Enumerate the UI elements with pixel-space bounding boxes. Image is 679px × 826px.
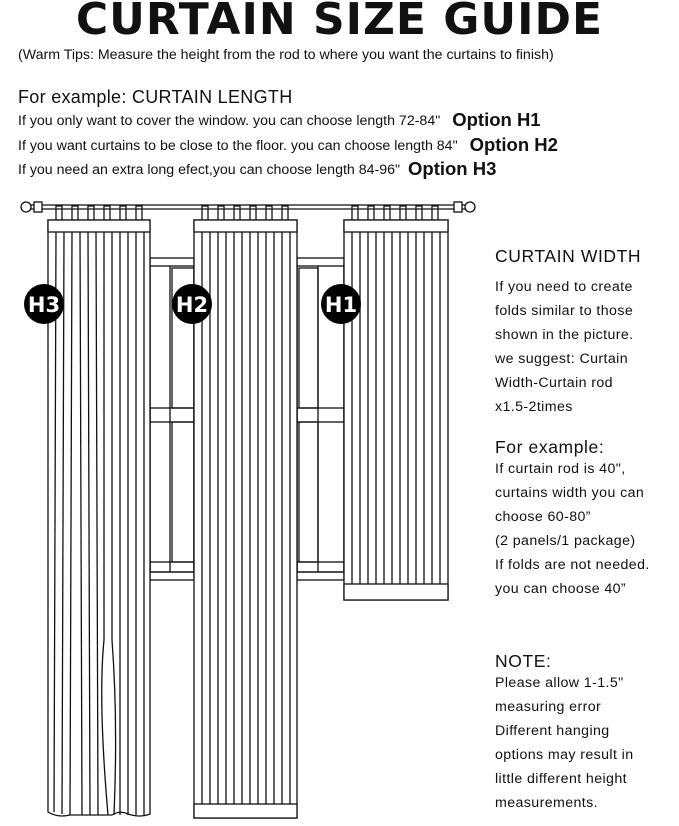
width-line: shown in the picture. — [495, 327, 634, 343]
badge-h2 — [172, 284, 212, 324]
option-h1-text: If you only want to cover the window. you can choose length 72-84" — [18, 113, 441, 129]
width-example-description — [495, 457, 650, 601]
note-description — [495, 671, 634, 815]
width-example-line: If folds are not needed. — [495, 557, 650, 573]
width-heading: CURTAIN WIDTH — [495, 246, 642, 266]
width-line: x1.5-2times — [495, 399, 573, 415]
width-example-line: curtains width you can — [495, 485, 645, 501]
width-example-line: If curtain rod is 40", — [495, 461, 626, 477]
note-line: options may result in — [495, 747, 634, 763]
width-line: folds similar to those — [495, 303, 634, 319]
warm-tip: (Warm Tips: Measure the height from the rod to where you want the curtains to finish) — [18, 47, 554, 63]
width-description — [495, 275, 634, 419]
option-h3-label: Option H3 — [408, 158, 497, 179]
curtain-rod — [21, 202, 475, 212]
width-example-line: you can choose 40” — [495, 581, 627, 597]
note-line: little different height — [495, 771, 627, 787]
page-title: CURTAIN SIZE GUIDE — [75, 0, 604, 45]
badge-h1-label: H1 — [324, 293, 358, 317]
badge-h3 — [24, 284, 64, 324]
width-line: Width-Curtain rod — [495, 375, 613, 391]
badge-h2-label: H2 — [175, 293, 209, 317]
width-line: we suggest: Curtain — [495, 351, 628, 367]
option-h1-label: Option H1 — [452, 109, 541, 130]
width-example-line: choose 60-80” — [495, 509, 591, 525]
width-example-heading: For example: — [495, 437, 605, 457]
width-example-line: (2 panels/1 package) — [495, 533, 636, 549]
note-line: measurements. — [495, 795, 598, 811]
note-heading: NOTE: — [495, 651, 552, 671]
option-h3-text: If you need an extra long efect,you can choose length 84-96" — [18, 162, 401, 178]
note-line: Different hanging — [495, 723, 610, 739]
option-h2-text: If you want curtains to be close to the floor. you can choose length 84" — [18, 138, 458, 154]
badge-h1 — [321, 284, 361, 324]
note-line: Please allow 1-1.5" — [495, 675, 624, 691]
note-line: measuring error — [495, 699, 602, 715]
curtain-h3 — [48, 206, 150, 816]
length-example-heading: For example: CURTAIN LENGTH — [18, 87, 293, 107]
badge-h3-label: H3 — [27, 293, 61, 317]
option-h2-label: Option H2 — [469, 134, 558, 155]
curtain-h1 — [344, 206, 448, 600]
width-line: If you need to create — [495, 279, 633, 295]
